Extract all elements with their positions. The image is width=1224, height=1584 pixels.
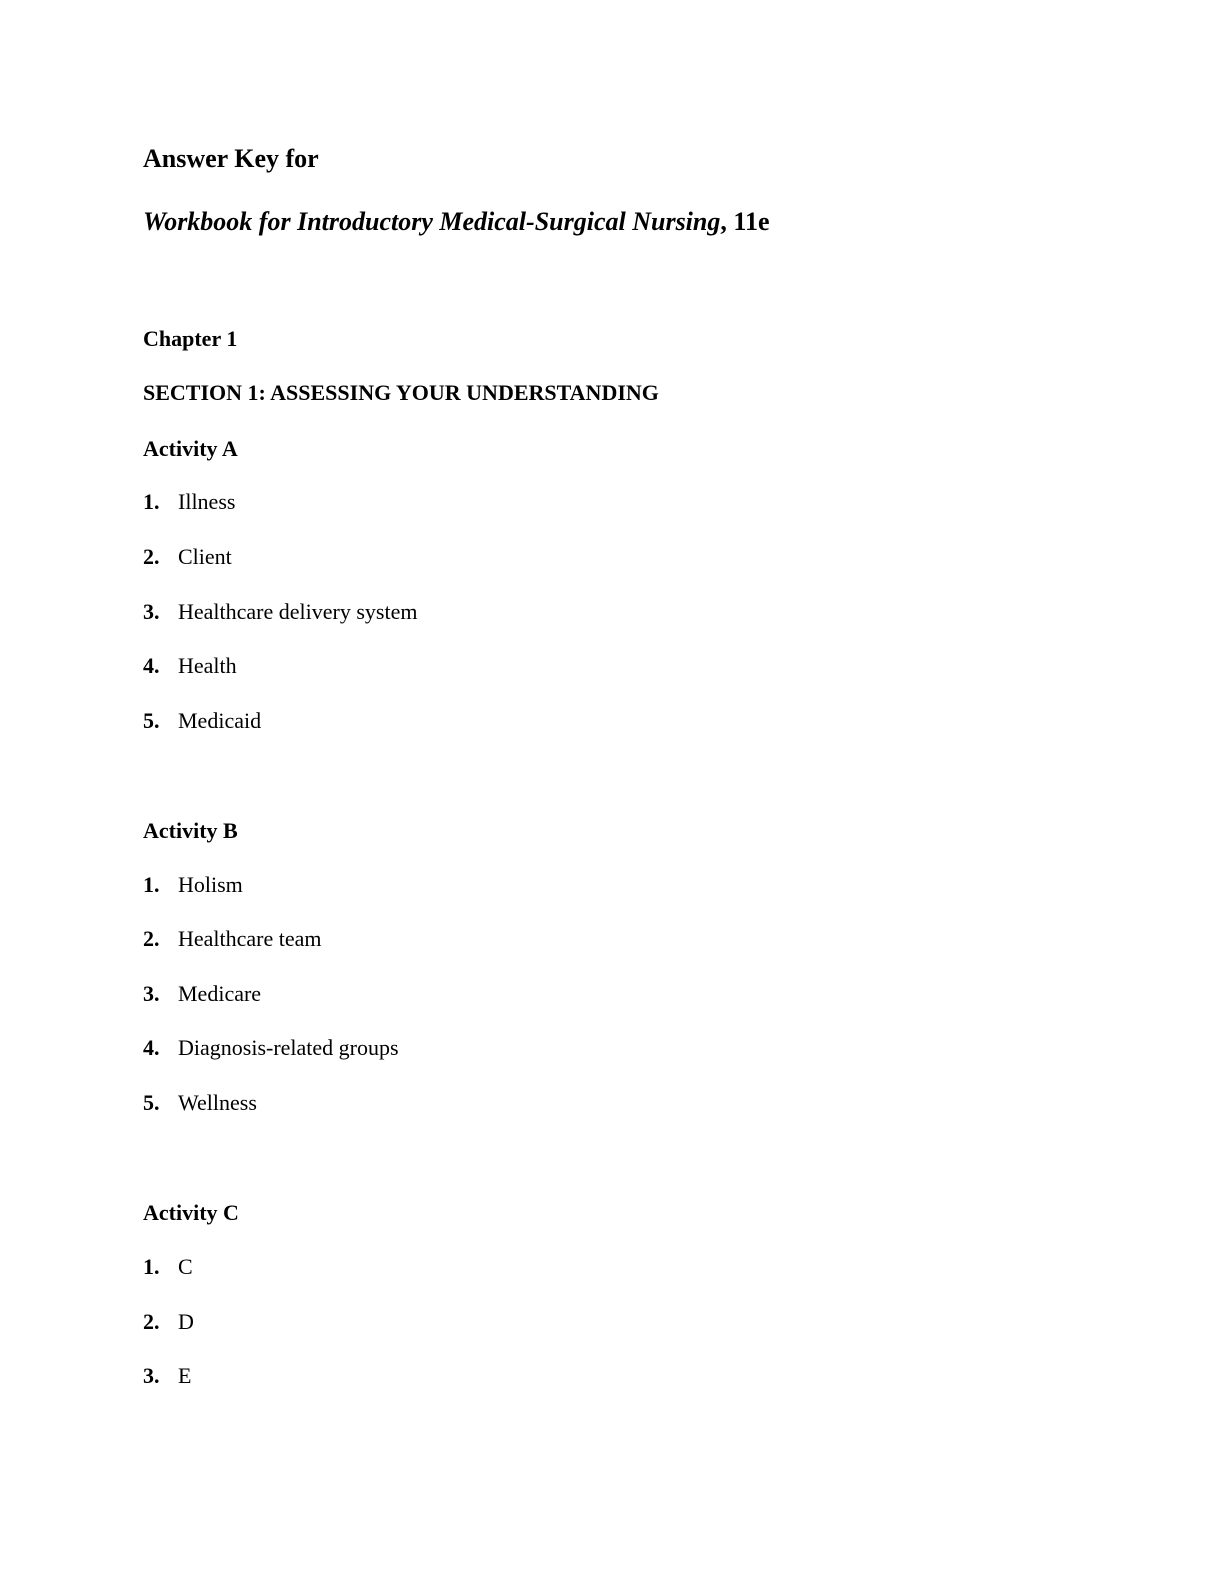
list-item (143, 872, 243, 898)
item-number: 4. (143, 653, 160, 678)
list-item (143, 1090, 257, 1116)
list-item (143, 1254, 193, 1280)
document-title: Answer Key for (143, 144, 319, 173)
item-number: 3. (143, 1363, 160, 1388)
item-number: 5. (143, 1090, 160, 1115)
activity-c-heading: Activity C (143, 1200, 239, 1225)
edition: , 11e (720, 207, 770, 236)
list-item (143, 1035, 399, 1061)
item-answer: Health (178, 653, 237, 678)
item-answer: D (178, 1309, 194, 1334)
activity-b-heading: Activity B (143, 818, 238, 843)
item-answer: Diagnosis-related groups (178, 1035, 399, 1060)
item-number: 4. (143, 1035, 160, 1060)
list-item (143, 981, 261, 1007)
item-number: 1. (143, 489, 160, 514)
item-answer: Healthcare team (178, 926, 322, 951)
item-answer: Wellness (178, 1090, 257, 1115)
item-number: 3. (143, 599, 160, 624)
item-answer: Medicare (178, 981, 262, 1006)
item-answer: Medicaid (178, 708, 262, 733)
item-answer: Healthcare delivery system (178, 599, 418, 624)
item-number: 2. (143, 926, 160, 951)
list-item (143, 708, 261, 734)
item-number: 2. (143, 1309, 160, 1334)
section-heading: SECTION 1: ASSESSING YOUR UNDERSTANDING (143, 380, 659, 405)
item-number: 2. (143, 544, 160, 569)
list-item (143, 1309, 194, 1335)
list-item (143, 926, 322, 952)
list-item (143, 544, 232, 570)
item-answer: Holism (178, 872, 243, 897)
item-answer: Client (178, 544, 232, 569)
item-number: 3. (143, 981, 160, 1006)
chapter-heading: Chapter 1 (143, 326, 238, 351)
list-item (143, 489, 235, 515)
list-item (143, 599, 417, 625)
item-number: 5. (143, 708, 160, 733)
document-subtitle (143, 207, 769, 237)
item-number: 1. (143, 872, 160, 897)
list-item (143, 653, 237, 679)
item-answer: C (178, 1254, 193, 1279)
item-number: 1. (143, 1254, 160, 1279)
activity-a-heading: Activity A (143, 436, 238, 461)
list-item (143, 1363, 191, 1389)
book-title: Workbook for Introductory Medical-Surgical Nursing (143, 207, 721, 236)
item-answer: Illness (178, 489, 236, 514)
item-answer: E (178, 1363, 192, 1388)
